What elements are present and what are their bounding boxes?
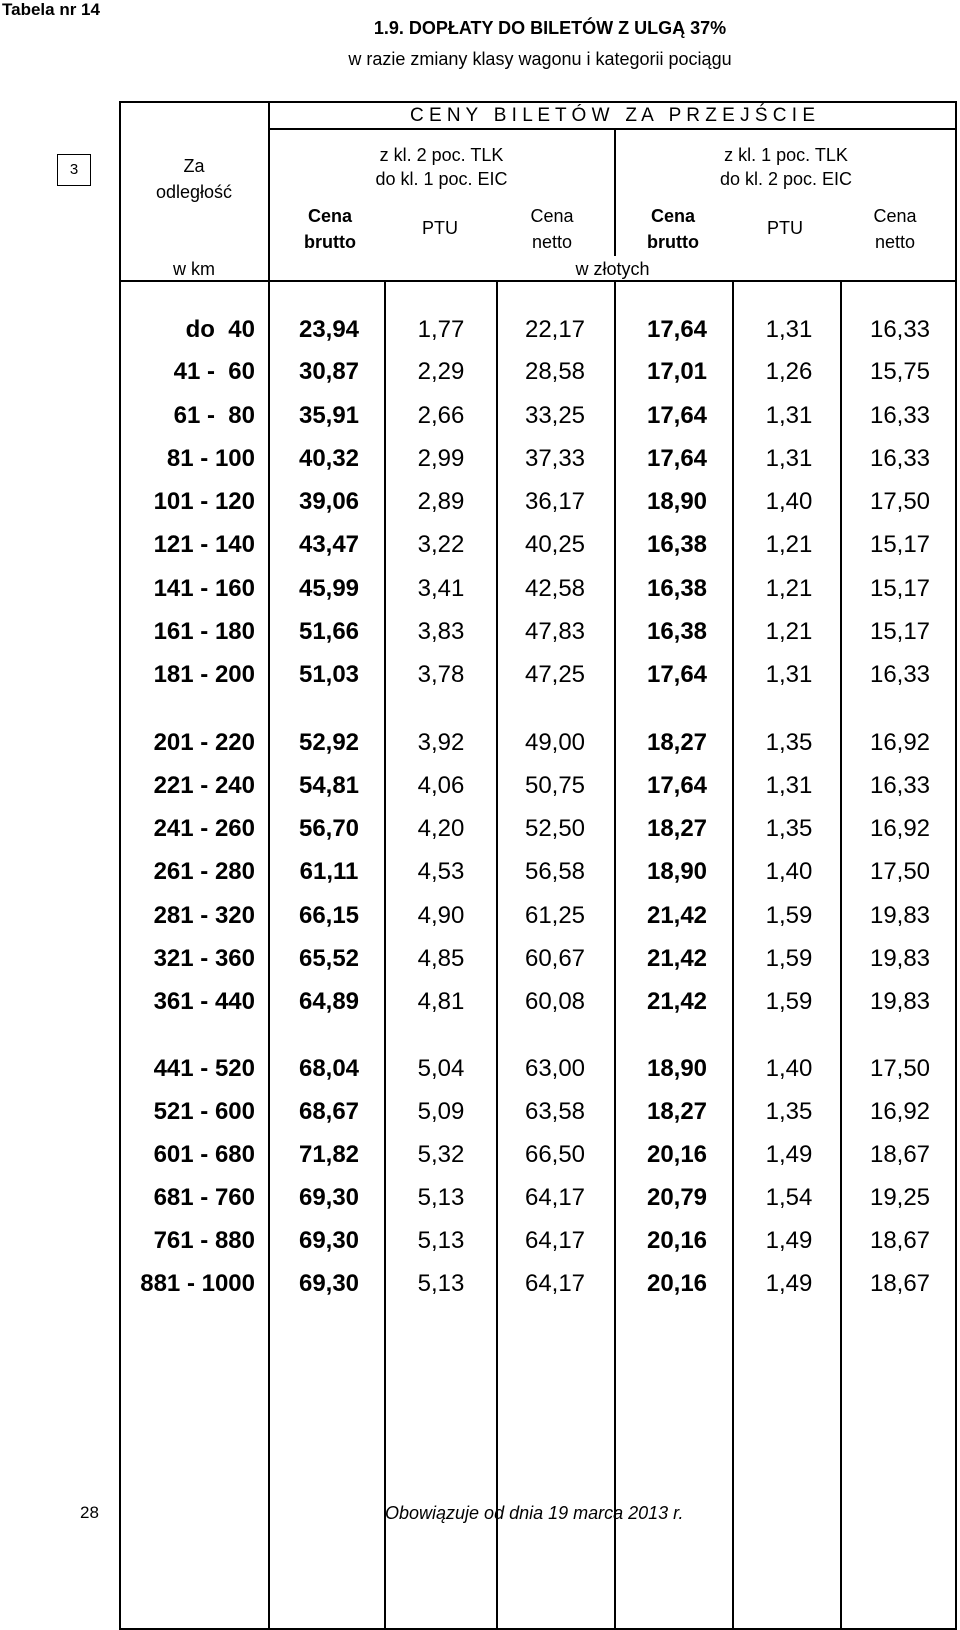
price-cell-g1p: 5,09 — [417, 1098, 465, 1125]
col-g1-brutto: brutto — [304, 232, 356, 252]
price-cell-g2n: 16,33 — [869, 316, 931, 343]
price-cell-g2n: 17,50 — [869, 1055, 931, 1082]
table-label: Tabela nr 14 — [2, 0, 100, 19]
price-cell-g2n: 18,67 — [869, 1141, 931, 1168]
price-cell-g2p: 1,59 — [765, 945, 813, 972]
price-cell-g1b: 61,11 — [299, 858, 359, 885]
price-cell-g2n: 19,83 — [869, 988, 931, 1015]
price-cell-g2b: 20,16 — [646, 1227, 708, 1254]
price-cell-g1b: 40,32 — [298, 445, 360, 472]
col-g2-brutto: Cena — [650, 206, 695, 226]
price-cell-g1p: 4,06 — [417, 772, 465, 799]
price-cell-g2p: 1,59 — [765, 902, 813, 929]
price-cell-g2n: 19,83 — [869, 902, 931, 929]
price-cell-g2b: 20,79 — [646, 1184, 708, 1211]
price-cell-g2p: 1,40 — [765, 1055, 813, 1082]
col-g1-netto: Cena — [530, 206, 574, 226]
price-cell-g2p: 1,35 — [765, 1098, 813, 1125]
price-cell-g2b: 18,90 — [646, 488, 708, 515]
price-cell-g2n: 16,33 — [869, 661, 931, 688]
price-cell-g2n: 16,92 — [869, 815, 931, 842]
price-cell-g1p: 2,29 — [417, 358, 465, 385]
price-cell-g2n: 16,92 — [869, 729, 931, 756]
group2-label: do kl. 2 poc. EIC — [719, 169, 853, 189]
price-cell-g2p: 1,54 — [765, 1184, 813, 1211]
distance-cell: 141 - 160 — [153, 575, 255, 602]
price-cell-g2n: 18,67 — [869, 1227, 931, 1254]
price-cell-g1p: 3,78 — [417, 661, 465, 688]
prices-heading: C E N Y B I L E T Ó W Z A P R Z E J Ś C I E — [409, 105, 816, 126]
price-cell-g1n: 64,17 — [524, 1227, 586, 1254]
distance-cell: 201 - 220 — [153, 729, 255, 756]
body-divider — [268, 282, 270, 1630]
price-cell-g1b: 64,89 — [298, 988, 360, 1015]
page-subtitle: w razie zmiany klasy wagonu i kategorii pociągu — [348, 49, 732, 69]
price-cell-g2p: 1,31 — [765, 772, 813, 799]
page-title: 1.9. DOPŁATY DO BILETÓW Z ULGĄ 37% — [373, 18, 727, 38]
distance-cell: 281 - 320 — [153, 902, 255, 929]
price-cell-g1p: 5,04 — [417, 1055, 465, 1082]
price-cell-g1n: 56,58 — [524, 858, 586, 885]
distance-cell: 181 - 200 — [153, 661, 255, 688]
price-cell-g1n: 60,67 — [524, 945, 586, 972]
distance-cell: 881 - 1000 — [140, 1270, 255, 1297]
price-cell-g1n: 28,58 — [524, 358, 586, 385]
price-cell-g2n: 16,33 — [869, 772, 931, 799]
col-g1-ptu: PTU — [422, 218, 458, 238]
distance-cell: 321 - 360 — [153, 945, 255, 972]
price-cell-g1p: 2,99 — [417, 445, 465, 472]
price-cell-g2p: 1,21 — [765, 531, 813, 558]
col-g2-netto: Cena — [873, 206, 917, 226]
price-cell-g1n: 36,17 — [524, 488, 586, 515]
price-cell-g1p: 4,53 — [417, 858, 465, 885]
price-cell-g2b: 20,16 — [646, 1141, 708, 1168]
price-cell-g1b: 66,15 — [298, 902, 360, 929]
price-cell-g2p: 1,21 — [765, 618, 813, 645]
price-cell-g2b: 17,64 — [646, 445, 708, 472]
distance-cell: 361 - 440 — [153, 988, 255, 1015]
section-number: 3 — [57, 154, 91, 186]
price-cell-g2b: 16,38 — [646, 618, 708, 645]
price-cell-g1b: 69,30 — [298, 1270, 360, 1297]
distance-cell: 121 - 140 — [153, 531, 255, 558]
price-cell-g2b: 21,42 — [646, 945, 708, 972]
price-cell-g1p: 3,83 — [417, 618, 465, 645]
distance-cell: 241 - 260 — [153, 815, 255, 842]
price-cell-g1p: 3,92 — [417, 729, 465, 756]
price-cell-g2n: 16,33 — [869, 445, 931, 472]
col-g2-brutto: brutto — [647, 232, 699, 252]
distance-cell: 761 - 880 — [153, 1227, 255, 1254]
col-g2-netto: netto — [874, 232, 916, 252]
price-cell-g2p: 1,40 — [765, 488, 813, 515]
price-cell-g2b: 18,27 — [646, 815, 708, 842]
price-cell-g1n: 52,50 — [524, 815, 586, 842]
price-cell-g2p: 1,31 — [765, 661, 813, 688]
price-cell-g2p: 1,49 — [765, 1270, 813, 1297]
price-cell-g2p: 1,35 — [765, 815, 813, 842]
price-cell-g2p: 1,40 — [765, 858, 813, 885]
price-cell-g1p: 2,66 — [417, 402, 465, 429]
price-cell-g2b: 17,64 — [646, 402, 708, 429]
price-cell-g2b: 20,16 — [646, 1270, 708, 1297]
price-cell-g1p: 4,90 — [417, 902, 465, 929]
price-cell-g1n: 22,17 — [524, 316, 586, 343]
col-g1-brutto: Cena — [307, 206, 352, 226]
price-cell-g1p: 1,77 — [417, 316, 465, 343]
price-cell-g2n: 18,67 — [869, 1270, 931, 1297]
price-cell-g2n: 19,83 — [869, 945, 931, 972]
price-cell-g1p: 5,32 — [417, 1141, 465, 1168]
price-cell-g1b: 69,30 — [298, 1184, 360, 1211]
price-cell-g1b: 52,92 — [298, 729, 360, 756]
price-cell-g2b: 18,27 — [646, 729, 708, 756]
price-cell-g1p: 4,81 — [417, 988, 465, 1015]
page-number: 28 — [80, 1503, 99, 1522]
price-cell-g2p: 1,49 — [765, 1227, 813, 1254]
price-cell-g2b: 16,38 — [646, 531, 708, 558]
distance-cell: 521 - 600 — [153, 1098, 255, 1125]
price-cell-g2p: 1,35 — [765, 729, 813, 756]
price-cell-g1p: 4,85 — [417, 945, 465, 972]
price-cell-g1p: 3,22 — [417, 531, 465, 558]
price-cell-g1n: 64,17 — [524, 1270, 586, 1297]
price-cell-g2p: 1,21 — [765, 575, 813, 602]
price-cell-g1n: 42,58 — [524, 575, 586, 602]
price-cell-g2n: 15,17 — [869, 618, 931, 645]
distance-label: Za — [183, 156, 205, 176]
price-cell-g2n: 16,92 — [869, 1098, 931, 1125]
price-cell-g1b: 65,52 — [298, 945, 360, 972]
price-cell-g2n: 15,17 — [869, 575, 931, 602]
price-cell-g2b: 18,27 — [646, 1098, 708, 1125]
price-cell-g2b: 18,90 — [646, 858, 708, 885]
body-divider — [496, 282, 498, 1630]
distance-cell: 221 - 240 — [153, 772, 255, 799]
price-cell-g1b: 30,87 — [298, 358, 360, 385]
price-cell-g1p: 4,20 — [417, 815, 465, 842]
price-cell-g2b: 17,64 — [646, 316, 708, 343]
price-cell-g2b: 17,64 — [646, 661, 708, 688]
distance-cell: 601 - 680 — [153, 1141, 255, 1168]
price-cell-g1b: 23,94 — [298, 316, 360, 343]
distance-cell: 161 - 180 — [153, 618, 255, 645]
price-cell-g1b: 51,66 — [298, 618, 360, 645]
price-cell-g2p: 1,31 — [765, 316, 813, 343]
price-cell-g1b: 43,47 — [298, 531, 360, 558]
price-cell-g2p: 1,49 — [765, 1141, 813, 1168]
price-cell-g1b: 56,70 — [298, 815, 360, 842]
price-cell-g1p: 5,13 — [417, 1184, 465, 1211]
distance-cell: 441 - 520 — [153, 1055, 255, 1082]
distance-cell: 681 - 760 — [153, 1184, 255, 1211]
group1-label: do kl. 1 poc. EIC — [375, 169, 508, 189]
price-cell-g2b: 18,90 — [646, 1055, 708, 1082]
price-cell-g2n: 16,33 — [869, 402, 931, 429]
price-cell-g1n: 50,75 — [524, 772, 586, 799]
price-cell-g1n: 66,50 — [524, 1141, 586, 1168]
price-cell-g1n: 60,08 — [524, 988, 586, 1015]
price-cell-g2b: 21,42 — [646, 988, 708, 1015]
price-cell-g2p: 1,26 — [765, 358, 813, 385]
distance-cell: 61 - 80 — [173, 402, 255, 429]
price-cell-g1n: 33,25 — [524, 402, 586, 429]
distance-unit: w km — [173, 259, 215, 279]
distance-cell: do 40 — [185, 316, 255, 343]
currency-label: w złotych — [575, 259, 650, 279]
price-cell-g1n: 49,00 — [524, 729, 586, 756]
body-divider — [614, 282, 616, 1630]
price-cell-g2n: 19,25 — [869, 1184, 931, 1211]
price-cell-g1b: 51,03 — [298, 661, 360, 688]
price-cell-g2n: 15,75 — [869, 358, 931, 385]
price-cell-g2b: 16,38 — [646, 575, 708, 602]
distance-cell: 101 - 120 — [153, 488, 255, 515]
distance-cell: 81 - 100 — [166, 445, 255, 472]
price-cell-g1p: 2,89 — [417, 488, 465, 515]
price-cell-g1p: 5,13 — [417, 1227, 465, 1254]
price-cell-g1p: 3,41 — [417, 575, 465, 602]
price-cell-g2b: 21,42 — [646, 902, 708, 929]
price-cell-g1b: 35,91 — [298, 402, 360, 429]
price-cell-g2b: 17,01 — [646, 358, 708, 385]
col-g1-netto: netto — [531, 232, 573, 252]
price-cell-g2n: 17,50 — [869, 488, 931, 515]
price-cell-g2p: 1,59 — [765, 988, 813, 1015]
validity-note: Obowiązuje od dnia 19 marca 2013 r. — [385, 1503, 684, 1523]
group2-label: z kl. 1 poc. TLK — [724, 145, 848, 165]
price-cell-g2n: 17,50 — [869, 858, 931, 885]
price-cell-g1n: 47,83 — [524, 618, 586, 645]
price-cell-g1b: 39,06 — [298, 488, 360, 515]
price-cell-g1n: 40,25 — [524, 531, 586, 558]
price-cell-g1b: 45,99 — [298, 575, 360, 602]
price-cell-g1n: 61,25 — [524, 902, 586, 929]
price-cell-g1n: 47,25 — [524, 661, 586, 688]
price-cell-g1b: 68,67 — [298, 1098, 360, 1125]
price-cell-g2p: 1,31 — [765, 402, 813, 429]
price-cell-g1p: 5,13 — [417, 1270, 465, 1297]
distance-label: odległość — [155, 182, 233, 202]
distance-cell: 41 - 60 — [173, 358, 255, 385]
price-cell-g1n: 63,00 — [524, 1055, 586, 1082]
price-cell-g1n: 37,33 — [524, 445, 586, 472]
price-cell-g1n: 63,58 — [524, 1098, 586, 1125]
price-cell-g1n: 64,17 — [524, 1184, 586, 1211]
price-cell-g1b: 69,30 — [298, 1227, 360, 1254]
col-g2-ptu: PTU — [767, 218, 803, 238]
group1-label: z kl. 2 poc. TLK — [379, 145, 504, 165]
price-cell-g1b: 54,81 — [298, 772, 360, 799]
header-divider — [268, 128, 957, 130]
price-cell-g2n: 15,17 — [869, 531, 931, 558]
price-cell-g1b: 71,82 — [298, 1141, 360, 1168]
price-cell-g1b: 68,04 — [298, 1055, 360, 1082]
distance-cell: 261 - 280 — [153, 858, 255, 885]
price-cell-g2b: 17,64 — [646, 772, 708, 799]
price-cell-g2p: 1,31 — [765, 445, 813, 472]
